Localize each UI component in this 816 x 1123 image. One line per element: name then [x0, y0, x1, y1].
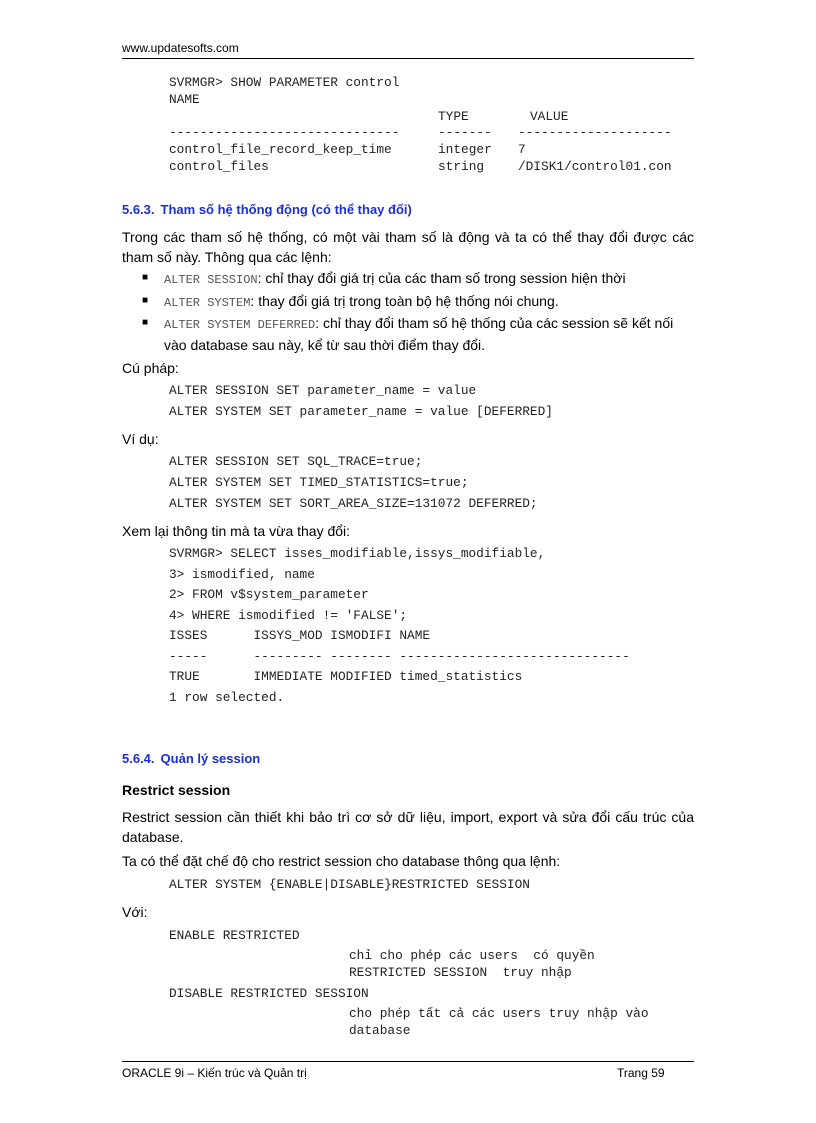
- review-code-line: SVRMGR> SELECT isses_modifiable,issys_modifiable,: [169, 546, 546, 561]
- param-col-name: NAME: [169, 92, 200, 107]
- param-sep-name: ------------------------------: [169, 125, 400, 140]
- restrict-para2: Ta có thể đặt chế độ cho restrict session cho database thông qua lệnh:: [122, 853, 561, 869]
- param-col-type: TYPE: [438, 109, 469, 124]
- option-desc-line: database: [349, 1023, 411, 1038]
- section-title: Quản lý session: [160, 751, 261, 766]
- bullet-item: [142, 268, 694, 290]
- param-row-name: control_files: [169, 159, 269, 174]
- review-code-line: 1 row selected.: [169, 690, 285, 705]
- review-code-line: 4> WHERE ismodified != 'FALSE';: [169, 608, 408, 623]
- with-label: Với:: [122, 904, 148, 920]
- syntax-line: ALTER SYSTEM SET parameter_name = value [DEFERRED]: [169, 404, 553, 419]
- page-number: Trang 59: [617, 1066, 665, 1080]
- section-number: 5.6.3.: [122, 202, 155, 217]
- footer-title: ORACLE 9i – Kiến trúc và Quản trị: [122, 1066, 307, 1080]
- review-code-line: 3> ismodified, name: [169, 567, 315, 582]
- bullet-keyword: ALTER SYSTEM DEFERRED: [164, 318, 316, 332]
- bullet-text: : chỉ thay đổi tham số hệ thống của các session sẽ kết nối vào database sau này, kể từ sau thời điểm thay đổi.: [164, 315, 674, 353]
- bullet-text: : thay đổi giá trị trong toàn bộ hệ thống nói chung.: [250, 293, 559, 309]
- section-title: Tham số hệ thống động (có thể thay đổi): [160, 202, 412, 217]
- param-sep-value: --------------------: [518, 125, 672, 140]
- bullet-item: [142, 313, 694, 355]
- bullet-item: [142, 291, 694, 313]
- bullet-keyword: ALTER SESSION: [164, 273, 258, 287]
- bullet-square-icon: ■: [142, 317, 149, 328]
- param-row-type: string: [438, 159, 485, 174]
- footer-rule: [122, 1061, 694, 1062]
- option-name: DISABLE RESTRICTED SESSION: [169, 986, 369, 1001]
- header-rule: [122, 58, 694, 59]
- review-code-line: TRUE IMMEDIATE MODIFIED timed_statistics: [169, 669, 523, 684]
- restrict-session-subheading: Restrict session: [122, 782, 231, 798]
- syntax-label: Cú pháp:: [122, 360, 179, 376]
- section-heading-563: [122, 202, 412, 217]
- restrict-command: ALTER SYSTEM {ENABLE|DISABLE}RESTRICTED SESSION: [169, 877, 530, 892]
- section-563-intro: Trong các tham số hệ thống, có một vài tham số là động và ta có thể thay đổi được các tham số này. Thông qua các lệnh:: [122, 229, 694, 265]
- review-code-line: 2> FROM v$system_parameter: [169, 587, 369, 602]
- example-line: ALTER SYSTEM SET SORT_AREA_SIZE=131072 DEFERRED;: [169, 496, 538, 511]
- option-desc-line: RESTRICTED SESSION truy nhập: [349, 965, 572, 980]
- param-prompt: SVRMGR> SHOW PARAMETER control: [169, 75, 400, 90]
- review-code-line: ISSES ISSYS_MOD ISMODIFI NAME: [169, 628, 431, 643]
- example-line: ALTER SESSION SET SQL_TRACE=true;: [169, 454, 423, 469]
- param-col-value: VALUE: [530, 109, 569, 124]
- section-number: 5.6.4.: [122, 751, 155, 766]
- option-name: ENABLE RESTRICTED: [169, 928, 300, 943]
- bullet-square-icon: ■: [142, 272, 149, 283]
- review-code-line: ----- --------- -------- ------------------------------: [169, 649, 630, 664]
- option-desc-line: cho phép tất cả các users truy nhập vào: [349, 1006, 649, 1021]
- param-sep-type: -------: [438, 125, 492, 140]
- bullet-text: : chỉ thay đổi giá trị của các tham số trong session hiện thời: [257, 270, 626, 286]
- syntax-line: ALTER SESSION SET parameter_name = value: [169, 383, 477, 398]
- review-label: Xem lại thông tin mà ta vừa thay đổi:: [122, 523, 351, 539]
- example-label: Ví dụ:: [122, 431, 159, 447]
- bullet-keyword: ALTER SYSTEM: [164, 296, 251, 310]
- option-desc-line: chỉ cho phép các users có quyền: [349, 948, 595, 963]
- section-heading-564: [122, 751, 260, 766]
- param-row-name: control_file_record_keep_time: [169, 142, 392, 157]
- param-row-value: 7: [518, 142, 526, 157]
- param-row-value: /DISK1/control01.con: [518, 159, 672, 174]
- header-url: www.updatesofts.com: [122, 41, 239, 55]
- param-row-type: integer: [438, 142, 492, 157]
- bullet-square-icon: ■: [142, 295, 149, 306]
- restrict-para1: Restrict session cần thiết khi bảo trì cơ sở dữ liệu, import, export và sửa đổi cấu trúc của database.: [122, 809, 694, 845]
- example-line: ALTER SYSTEM SET TIMED_STATISTICS=true;: [169, 475, 469, 490]
